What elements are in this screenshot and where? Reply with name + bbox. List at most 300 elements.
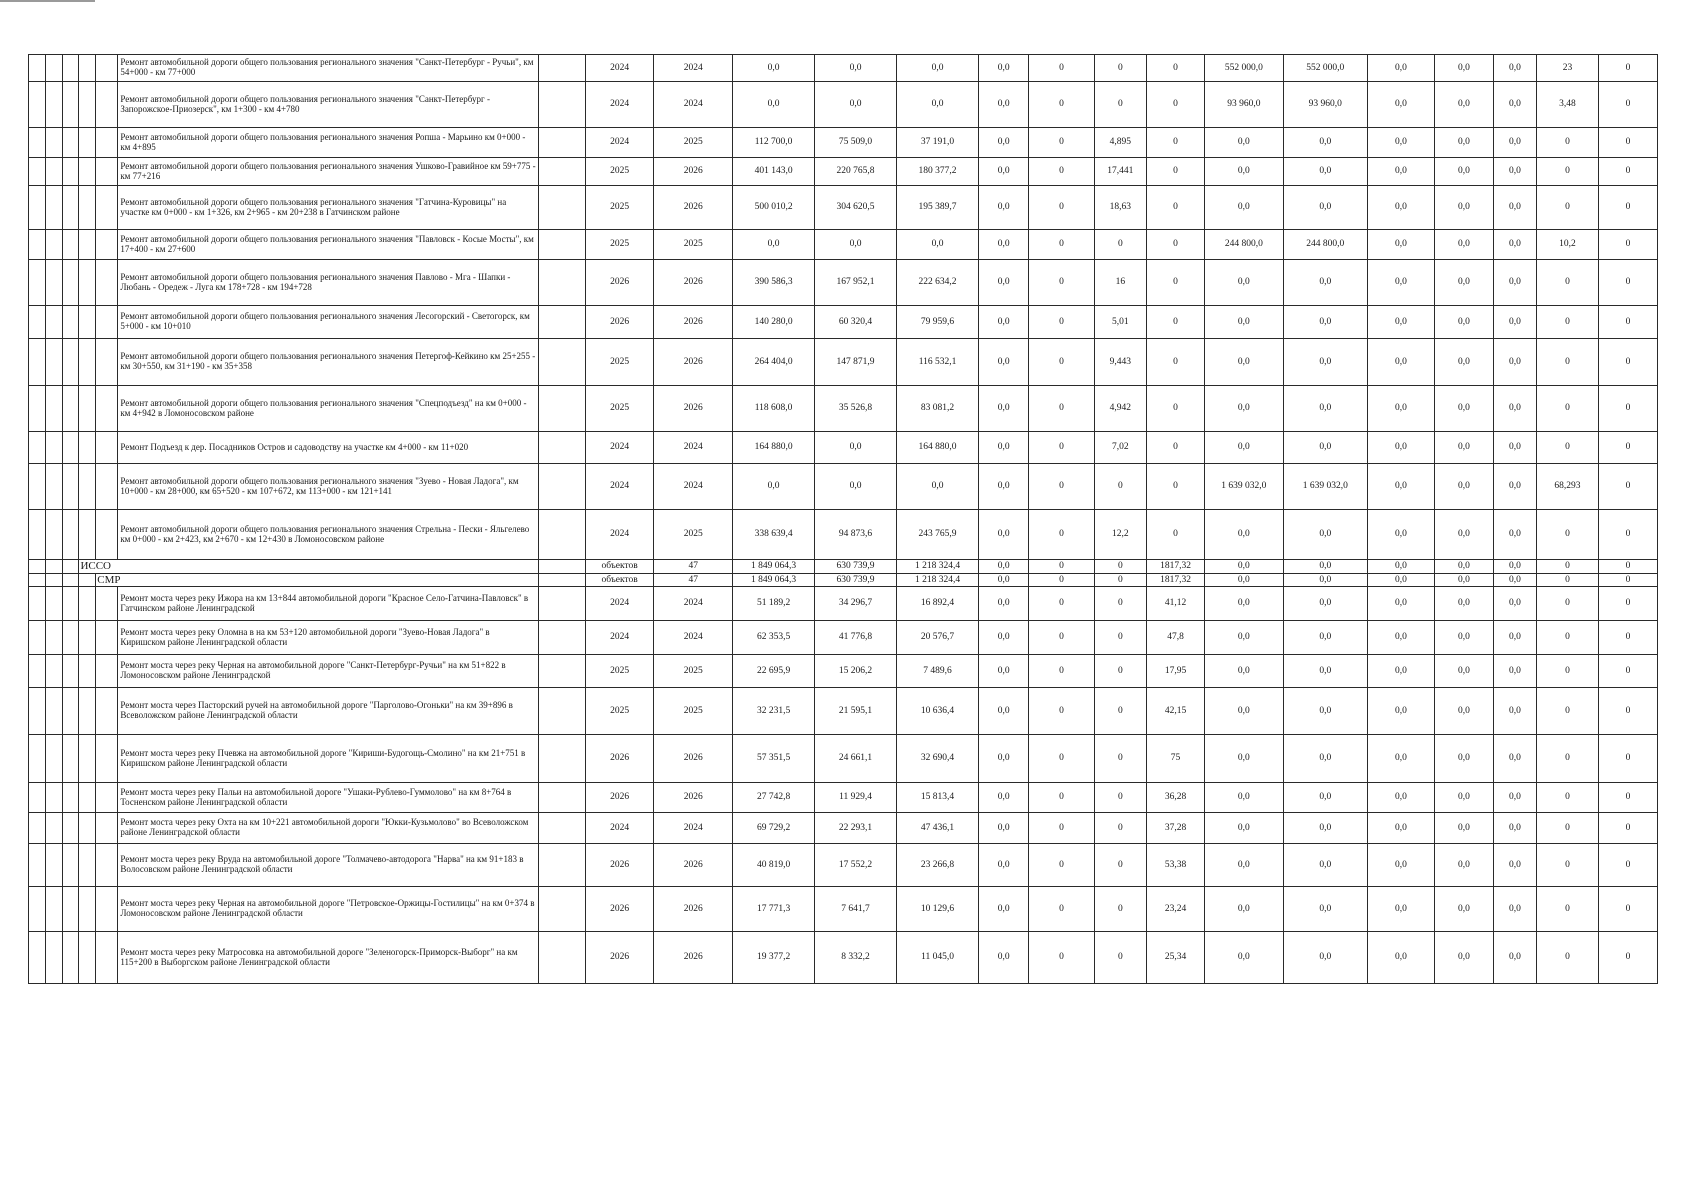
value-cell: 0 (1598, 55, 1657, 82)
value-cell: 0,0 (979, 128, 1029, 158)
indent-cell (29, 813, 46, 844)
indent-cell (62, 386, 79, 432)
value-cell: 0,0 (1493, 306, 1536, 339)
object-name: Ремонт автомобильной дороги общего пользования регионального значения "Санкт-Петербург - Ручьи", км 54+000 - км 77+000 (118, 55, 538, 82)
bridge-repair-row (29, 844, 1658, 887)
value-cell: 0 (1029, 82, 1094, 128)
value-cell: 0,0 (1367, 688, 1434, 735)
value-cell: 0 (1598, 655, 1657, 688)
value-cell: 0 (1029, 158, 1094, 186)
value-cell: 0,0 (979, 621, 1029, 655)
value-cell: 0,0 (733, 55, 815, 82)
value-cell: 0 (1536, 510, 1598, 560)
road-repair-row (29, 464, 1658, 510)
road-repair-row (29, 55, 1658, 82)
value-cell: 4,895 (1094, 128, 1147, 158)
value-cell: 0 (1029, 230, 1094, 260)
indent-cell (29, 621, 46, 655)
unit-cell (538, 82, 585, 128)
value-cell: 0 (1094, 655, 1147, 688)
value-cell: 0,0 (897, 230, 979, 260)
indent-cell (29, 735, 46, 783)
indent-cell (45, 735, 62, 783)
value-cell: 0 (1094, 464, 1147, 510)
indent-cell (62, 655, 79, 688)
value-cell: 0 (1147, 464, 1205, 510)
value-cell: 195 389,7 (897, 186, 979, 230)
value-cell: 220 765,8 (815, 158, 897, 186)
group-value: 0 (1536, 560, 1598, 574)
value-cell: 24 661,1 (815, 735, 897, 783)
value-cell: 0,0 (979, 432, 1029, 464)
value-cell: 264 404,0 (733, 339, 815, 386)
value-cell: 0 (1598, 158, 1657, 186)
value-cell: 0,0 (1204, 813, 1283, 844)
value-cell: 0,0 (1493, 621, 1536, 655)
scan-edge-mark (0, 0, 95, 2)
group-value: 1 218 324,4 (897, 560, 979, 574)
object-name: Ремонт автомобильной дороги общего пользования регионального значения Петергоф-Кейкино км 25+255 - км 30+550, км 31+190 - км 35+358 (118, 339, 538, 386)
indent-cell (96, 813, 118, 844)
indent-cell (62, 688, 79, 735)
end-year: 2024 (654, 587, 733, 621)
object-name: Ремонт моста через реку Ижора на км 13+844 автомобильной дороги "Красное Село-Гатчина-Павловск" в Гатчинском районе Ленинградской (118, 587, 538, 621)
value-cell: 0,0 (1283, 735, 1367, 783)
value-cell: 0,0 (1435, 510, 1494, 560)
value-cell: 0 (1536, 260, 1598, 306)
unit-cell (538, 128, 585, 158)
value-cell: 0 (1598, 735, 1657, 783)
value-cell: 37 191,0 (897, 128, 979, 158)
value-cell: 0,0 (1435, 688, 1494, 735)
value-cell: 0 (1536, 688, 1598, 735)
value-cell: 0,0 (979, 587, 1029, 621)
value-cell: 16 892,4 (897, 587, 979, 621)
group-value: 1817,32 (1147, 574, 1205, 587)
value-cell: 0 (1094, 813, 1147, 844)
value-cell: 60 320,4 (815, 306, 897, 339)
value-cell: 16 (1094, 260, 1147, 306)
value-cell: 0 (1598, 688, 1657, 735)
road-repair-row (29, 339, 1658, 386)
value-cell: 0 (1094, 688, 1147, 735)
value-cell: 0,0 (1204, 510, 1283, 560)
road-repair-row (29, 386, 1658, 432)
value-cell: 0,0 (1435, 813, 1494, 844)
indent-cell (62, 82, 79, 128)
value-cell: 0,0 (1435, 82, 1494, 128)
value-cell: 147 871,9 (815, 339, 897, 386)
value-cell: 0,0 (1435, 260, 1494, 306)
indent-cell (29, 887, 46, 932)
indent-cell (29, 932, 46, 984)
value-cell: 0,0 (1367, 783, 1434, 813)
value-cell: 0 (1147, 55, 1205, 82)
value-cell: 0,0 (1435, 230, 1494, 260)
value-cell: 0 (1147, 82, 1205, 128)
indent-cell (29, 464, 46, 510)
end-year: 2026 (654, 735, 733, 783)
object-name: Ремонт моста через реку Оломна в на км 53+120 автомобильной дороги "Зуево-Новая Ладога" в Киришском районе Ленинградской области (118, 621, 538, 655)
indent-cell (45, 844, 62, 887)
bridge-repair-row (29, 932, 1658, 984)
value-cell: 0,0 (733, 230, 815, 260)
object-name: Ремонт автомобильной дороги общего пользования регионального значения Стрельна - Пески - Яльгелево км 0+000 - км 2+423, км 2+670 - км 12+430 в Ломоносовском районе (118, 510, 538, 560)
indent-cell (96, 55, 118, 82)
value-cell: 75 (1147, 735, 1205, 783)
indent-cell (29, 82, 46, 128)
value-cell: 0 (1029, 844, 1094, 887)
value-cell: 23 266,8 (897, 844, 979, 887)
value-cell: 0,0 (979, 230, 1029, 260)
unit-cell (538, 844, 585, 887)
object-name: Ремонт моста через реку Вруда на автомобильной дороге "Толмачево-автодорога "Нарва" на км 91+183 в Волосовском районе Ленинградской области (118, 844, 538, 887)
value-cell: 0 (1029, 260, 1094, 306)
indent-cell (29, 844, 46, 887)
indent-cell (29, 339, 46, 386)
value-cell: 0,0 (979, 158, 1029, 186)
value-cell: 0,0 (979, 339, 1029, 386)
object-name: Ремонт автомобильной дороги общего пользования регионального значения Павлово - Мга - Шапки - Любань - Оредеж - Луга км 178+728 - км 194+728 (118, 260, 538, 306)
value-cell: 0 (1029, 587, 1094, 621)
value-cell: 0,0 (1204, 432, 1283, 464)
value-cell: 0,0 (979, 932, 1029, 984)
value-cell: 0,0 (1367, 813, 1434, 844)
indent-cell (96, 621, 118, 655)
value-cell: 53,38 (1147, 844, 1205, 887)
value-cell: 0,0 (1367, 186, 1434, 230)
object-name: Ремонт автомобильной дороги общего пользования регионального значения Лесогорский - Светогорск, км 5+000 - км 10+010 (118, 306, 538, 339)
indent-cell (45, 783, 62, 813)
object-name: Ремонт моста через реку Матросовка на автомобильной дороге "Зеленогорск-Приморск-Выборг" на км 115+200 в Выборгском районе Ленинградской области (118, 932, 538, 984)
indent-cell (29, 432, 46, 464)
start-year: 2025 (585, 655, 653, 688)
group-count: 47 (654, 574, 733, 587)
value-cell: 0,0 (1435, 339, 1494, 386)
bridge-repair-row (29, 688, 1658, 735)
unit-cell (538, 688, 585, 735)
indent-cell (96, 844, 118, 887)
value-cell: 0,0 (1493, 186, 1536, 230)
value-cell: 0 (1147, 230, 1205, 260)
value-cell: 0 (1029, 510, 1094, 560)
unit-cell (538, 230, 585, 260)
object-name: Ремонт автомобильной дороги общего пользования регионального значения "Санкт-Петербург - Запорожское-Приозерск", км 1+300 - км 4+780 (118, 82, 538, 128)
indent-cell (79, 735, 96, 783)
indent-cell (96, 230, 118, 260)
group-value: 1 849 064,3 (733, 560, 815, 574)
indent-cell (29, 587, 46, 621)
indent-cell (96, 464, 118, 510)
value-cell: 79 959,6 (897, 306, 979, 339)
value-cell: 47,8 (1147, 621, 1205, 655)
indent-cell (45, 688, 62, 735)
value-cell: 0,0 (1493, 464, 1536, 510)
value-cell: 0,0 (1435, 655, 1494, 688)
indent-cell (45, 82, 62, 128)
end-year: 2026 (654, 887, 733, 932)
value-cell: 0,0 (1367, 844, 1434, 887)
value-cell: 0,0 (1283, 510, 1367, 560)
value-cell: 0 (1029, 688, 1094, 735)
group-label-smr: СМР (96, 574, 538, 587)
value-cell: 3,48 (1536, 82, 1598, 128)
indent-cell (79, 844, 96, 887)
value-cell: 1 639 032,0 (1283, 464, 1367, 510)
indent-cell (79, 621, 96, 655)
value-cell: 0,0 (733, 464, 815, 510)
value-cell: 0 (1598, 932, 1657, 984)
value-cell: 0,0 (1435, 932, 1494, 984)
value-cell: 0 (1094, 735, 1147, 783)
value-cell: 27 742,8 (733, 783, 815, 813)
indent-cell (79, 783, 96, 813)
end-year: 2024 (654, 82, 733, 128)
value-cell: 0,0 (1367, 339, 1434, 386)
indent-cell (96, 735, 118, 783)
indent-cell (79, 932, 96, 984)
start-year: 2026 (585, 306, 653, 339)
value-cell: 22 695,9 (733, 655, 815, 688)
unit-cell (538, 621, 585, 655)
value-cell: 0 (1094, 621, 1147, 655)
value-cell: 222 634,2 (897, 260, 979, 306)
indent-cell (45, 158, 62, 186)
value-cell: 243 765,9 (897, 510, 979, 560)
value-cell: 0 (1029, 432, 1094, 464)
value-cell: 0 (1029, 932, 1094, 984)
start-year: 2024 (585, 587, 653, 621)
value-cell: 167 952,1 (815, 260, 897, 306)
value-cell: 0 (1536, 587, 1598, 621)
value-cell: 112 700,0 (733, 128, 815, 158)
value-cell: 0,0 (1493, 339, 1536, 386)
value-cell: 0 (1094, 932, 1147, 984)
value-cell: 7 641,7 (815, 887, 897, 932)
indent-cell (62, 932, 79, 984)
value-cell: 0 (1029, 339, 1094, 386)
value-cell: 116 532,1 (897, 339, 979, 386)
indent-cell (79, 306, 96, 339)
indent-cell (62, 783, 79, 813)
value-cell: 0,0 (979, 186, 1029, 230)
value-cell: 0,0 (979, 887, 1029, 932)
start-year: 2026 (585, 844, 653, 887)
object-name: Ремонт Подъезд к дер. Посадников Остров и садоводству на участке км 4+000 - км 11+020 (118, 432, 538, 464)
value-cell: 5,01 (1094, 306, 1147, 339)
indent-cell (45, 655, 62, 688)
value-cell: 0 (1147, 510, 1205, 560)
unit-cell (538, 887, 585, 932)
group-value: 0 (1598, 574, 1657, 587)
start-year: 2025 (585, 186, 653, 230)
value-cell: 0 (1598, 386, 1657, 432)
value-cell: 0,0 (1204, 844, 1283, 887)
indent-cell (96, 339, 118, 386)
bridge-repair-row (29, 887, 1658, 932)
start-year: 2024 (585, 55, 653, 82)
value-cell: 69 729,2 (733, 813, 815, 844)
indent-cell (62, 230, 79, 260)
value-cell: 0,0 (1283, 813, 1367, 844)
object-name: Ремонт моста через реку Черная на автомобильной дороге "Петровское-Оржицы-Гостилицы" на км 0+374 в Ломоносовском районе Ленинградской области (118, 887, 538, 932)
value-cell: 40 819,0 (733, 844, 815, 887)
value-cell: 0,0 (1367, 82, 1434, 128)
value-cell: 0 (1598, 128, 1657, 158)
unit-cell (538, 464, 585, 510)
value-cell: 0 (1094, 230, 1147, 260)
value-cell: 0,0 (1435, 128, 1494, 158)
start-year: 2025 (585, 158, 653, 186)
group-value: 0,0 (1435, 574, 1494, 587)
indent-cell (62, 574, 79, 587)
value-cell: 0,0 (733, 82, 815, 128)
road-repair-row (29, 230, 1658, 260)
empty-cell (538, 574, 585, 587)
value-cell: 0 (1536, 306, 1598, 339)
indent-cell (79, 510, 96, 560)
end-year: 2024 (654, 432, 733, 464)
road-repair-row (29, 186, 1658, 230)
road-repair-row (29, 432, 1658, 464)
value-cell: 36,28 (1147, 783, 1205, 813)
value-cell: 0,0 (979, 260, 1029, 306)
unit-cell (538, 813, 585, 844)
group-value: 0 (1029, 574, 1094, 587)
indent-cell (79, 464, 96, 510)
indent-cell (45, 432, 62, 464)
value-cell: 10 129,6 (897, 887, 979, 932)
value-cell: 0,0 (1204, 587, 1283, 621)
value-cell: 0 (1147, 306, 1205, 339)
indent-cell (62, 432, 79, 464)
value-cell: 0 (1598, 260, 1657, 306)
value-cell: 401 143,0 (733, 158, 815, 186)
indent-cell (79, 128, 96, 158)
unit-cell (538, 260, 585, 306)
value-cell: 0,0 (1367, 230, 1434, 260)
value-cell: 0 (1536, 186, 1598, 230)
value-cell: 0,0 (897, 82, 979, 128)
value-cell: 0,0 (1493, 655, 1536, 688)
indent-cell (29, 186, 46, 230)
value-cell: 0,0 (1367, 432, 1434, 464)
value-cell: 12,2 (1094, 510, 1147, 560)
unit-cell (538, 510, 585, 560)
indent-cell (96, 587, 118, 621)
group-value: 1 218 324,4 (897, 574, 979, 587)
value-cell: 0 (1598, 186, 1657, 230)
value-cell: 34 296,7 (815, 587, 897, 621)
value-cell: 0 (1029, 464, 1094, 510)
value-cell: 0,0 (979, 386, 1029, 432)
repair-program-table-sheet (28, 54, 1658, 984)
indent-cell (45, 813, 62, 844)
value-cell: 0 (1029, 128, 1094, 158)
bridge-repair-row (29, 735, 1658, 783)
start-year: 2024 (585, 621, 653, 655)
value-cell: 0 (1536, 844, 1598, 887)
road-repair-row (29, 158, 1658, 186)
group-row-isso (29, 560, 1658, 574)
value-cell: 7 489,6 (897, 655, 979, 688)
indent-cell (96, 783, 118, 813)
indent-cell (62, 464, 79, 510)
bridge-repair-row (29, 621, 1658, 655)
indent-cell (45, 386, 62, 432)
value-cell: 0,0 (1283, 655, 1367, 688)
group-row-smr (29, 574, 1658, 587)
value-cell: 118 608,0 (733, 386, 815, 432)
value-cell: 0,0 (1435, 186, 1494, 230)
indent-cell (96, 306, 118, 339)
indent-cell (62, 560, 79, 574)
value-cell: 0 (1598, 887, 1657, 932)
group-value: 0 (1536, 574, 1598, 587)
indent-cell (45, 306, 62, 339)
value-cell: 23 (1536, 55, 1598, 82)
value-cell: 0,0 (1367, 887, 1434, 932)
end-year: 2026 (654, 186, 733, 230)
start-year: 2026 (585, 887, 653, 932)
end-year: 2026 (654, 783, 733, 813)
value-cell: 0,0 (1493, 55, 1536, 82)
value-cell: 0,0 (1283, 783, 1367, 813)
group-value: 0 (1029, 560, 1094, 574)
indent-cell (62, 813, 79, 844)
group-count: 47 (654, 560, 733, 574)
start-year: 2024 (585, 82, 653, 128)
indent-cell (96, 386, 118, 432)
value-cell: 1 639 032,0 (1204, 464, 1283, 510)
value-cell: 0,0 (1283, 306, 1367, 339)
start-year: 2026 (585, 783, 653, 813)
indent-cell (79, 688, 96, 735)
start-year: 2025 (585, 230, 653, 260)
value-cell: 0,0 (979, 82, 1029, 128)
indent-cell (29, 510, 46, 560)
group-value: 1 849 064,3 (733, 574, 815, 587)
road-repair-row (29, 510, 1658, 560)
indent-cell (79, 574, 96, 587)
indent-cell (29, 574, 46, 587)
value-cell: 18,63 (1094, 186, 1147, 230)
value-cell: 552 000,0 (1204, 55, 1283, 82)
indent-cell (45, 887, 62, 932)
indent-cell (45, 574, 62, 587)
value-cell: 75 509,0 (815, 128, 897, 158)
value-cell: 0 (1536, 735, 1598, 783)
object-name: Ремонт автомобильной дороги общего пользования регионального значения "Павловск - Косые Мосты", км 17+400 - км 27+600 (118, 230, 538, 260)
value-cell: 0,0 (1204, 158, 1283, 186)
group-value: 0,0 (1204, 560, 1283, 574)
value-cell: 0 (1094, 844, 1147, 887)
value-cell: 0 (1536, 386, 1598, 432)
value-cell: 0 (1029, 887, 1094, 932)
indent-cell (79, 158, 96, 186)
empty-cell (538, 560, 585, 574)
value-cell: 0,0 (1283, 128, 1367, 158)
value-cell: 0,0 (1435, 844, 1494, 887)
value-cell: 0 (1029, 55, 1094, 82)
end-year: 2025 (654, 510, 733, 560)
value-cell: 0,0 (1493, 587, 1536, 621)
value-cell: 0 (1598, 464, 1657, 510)
value-cell: 0 (1029, 621, 1094, 655)
indent-cell (62, 55, 79, 82)
value-cell: 0,0 (1493, 386, 1536, 432)
value-cell: 0 (1536, 339, 1598, 386)
